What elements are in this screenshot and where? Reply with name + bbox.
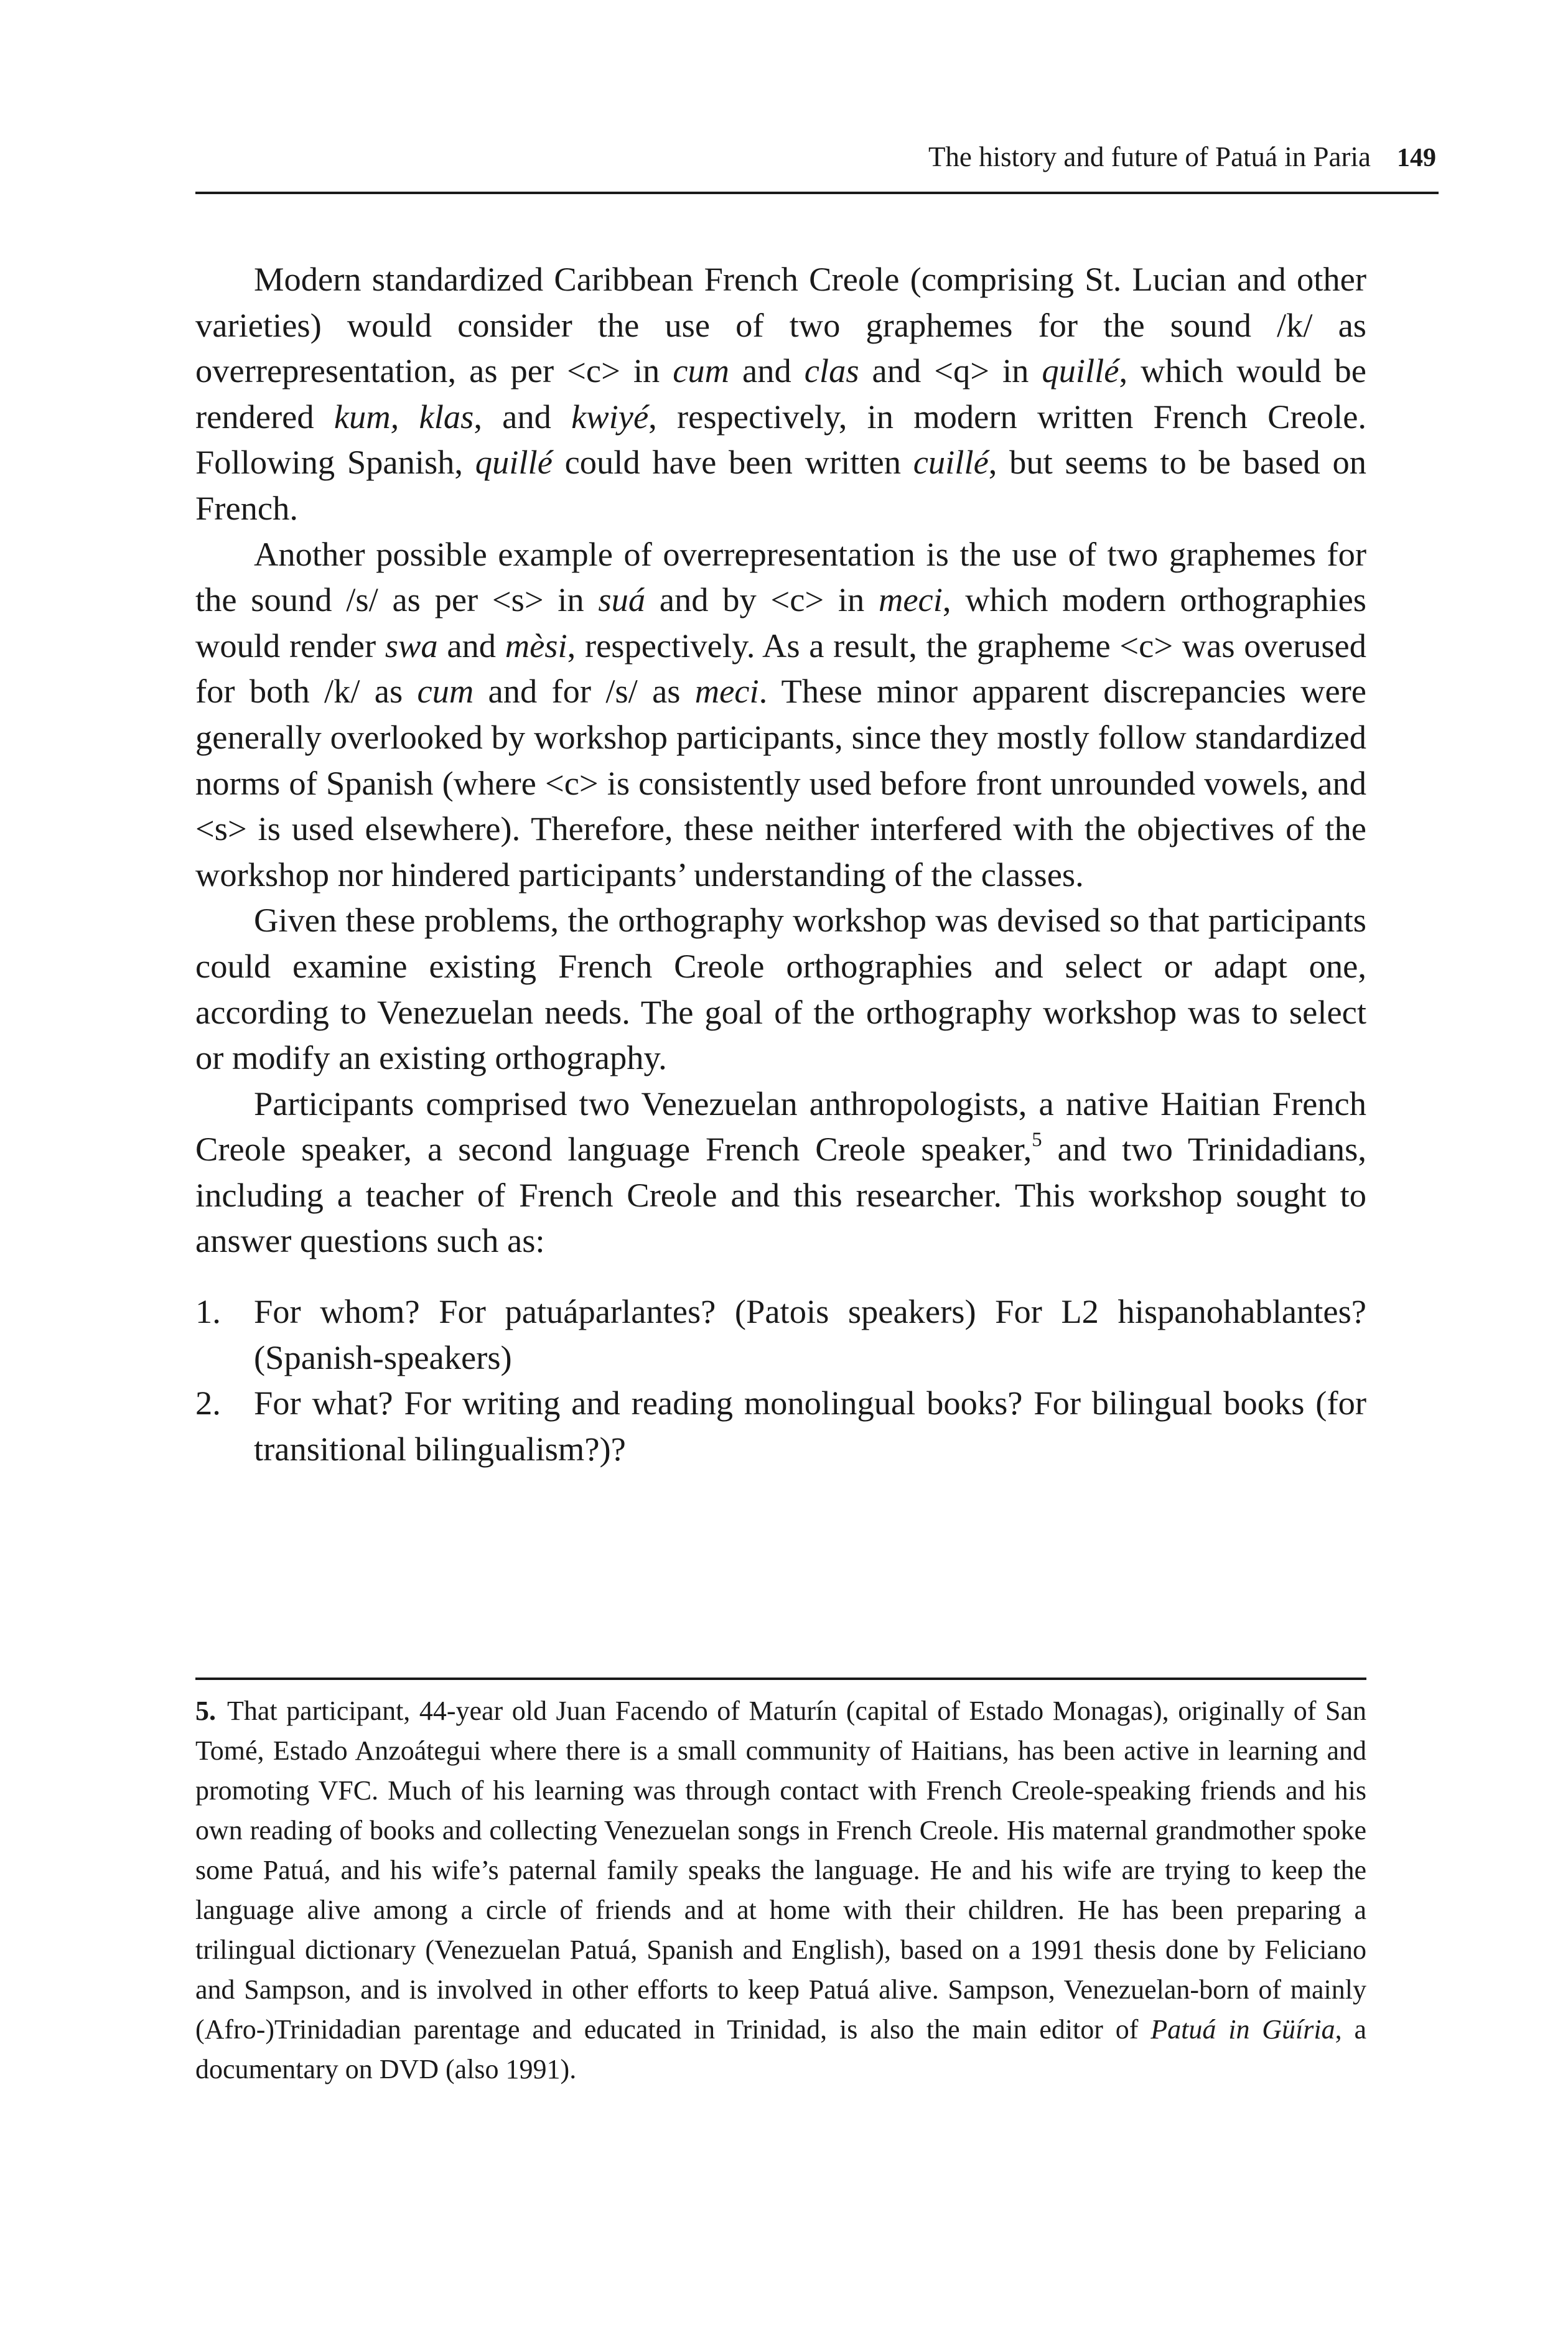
paragraph-3: Given these problems, the orthography workshop was devised so that participants could examine existing French Creole orthographies and select or adapt one, according to Venezuelan needs. The goal of the orthography workshop was to select or modify an existing orthography. bbox=[195, 901, 1366, 1077]
running-title: The history and future of Patuá in Paria bbox=[928, 141, 1371, 172]
page-number: 149 bbox=[1397, 144, 1436, 172]
question-text: For what? For writing and reading monolingual books? For bilingual books (for transitional bilingualism?)? bbox=[254, 1384, 1366, 1468]
question-item-2 bbox=[195, 1380, 1366, 1472]
running-header bbox=[195, 138, 1436, 175]
example-word: cum bbox=[417, 672, 474, 711]
header-rule bbox=[195, 192, 1439, 194]
example-word: meci bbox=[694, 672, 759, 711]
question-list bbox=[195, 1289, 1366, 1472]
paragraph-1: Modern standardized Caribbean French Creole (comprising St. Lucian and other varieties) would consider the use of two graphemes for the sound /k/ as overrepresentation, as per <c> in cum and clas and <q> in quillé, which would be rendered kum, klas, and kwiyé, respectively, in modern written French Creole. Following Spanish, quillé could have been written cuillé, but seems to be based on French. bbox=[195, 260, 1367, 527]
list-number: 1. bbox=[195, 1292, 221, 1331]
footnote-number: 5. bbox=[195, 1696, 216, 1726]
example-word: cum bbox=[673, 352, 730, 390]
list-number: 2. bbox=[195, 1384, 221, 1422]
example-word: kwiyé bbox=[571, 397, 649, 436]
main-body bbox=[195, 256, 1366, 1472]
paragraph-4: Participants comprised two Venezuelan anthropologists, a native Haitian French Creole speaker, a second language French Creole speaker,$^5$ and two Trinidadians, including a teacher of French Creole and this researcher. This workshop sought to answer questions such as: bbox=[195, 1084, 1366, 1260]
example-word: quillé bbox=[1042, 352, 1119, 390]
example-word: cuillé bbox=[913, 443, 989, 482]
example-word: meci bbox=[878, 581, 943, 619]
example-word: mèsi bbox=[505, 626, 567, 665]
example-word: kum, klas bbox=[334, 397, 474, 436]
example-word: swa bbox=[385, 626, 438, 665]
question-text: For whom? For patuáparlantes? (Patois speakers) For L2 hispanohablantes? (Spanish-speakers) bbox=[254, 1292, 1366, 1376]
footnote-rule bbox=[195, 1678, 1366, 1680]
documentary-title: Patuá in Güíria bbox=[1150, 2014, 1335, 2045]
question-item-1 bbox=[195, 1289, 1366, 1380]
example-word: quillé bbox=[475, 443, 553, 482]
footnote-reference-5[interactable]: 5 bbox=[1032, 1129, 1042, 1152]
footnote-5: 5. That participant, 44-year old Juan Facendo of Maturín (capital of Estado Monagas), originally of San Tomé, Estado Anzoátegui where there is a small community of Haitians, has been active in learning and promoting VFC. Much of his learning was through contact with French Creole-speaking friends and his own reading of books and collecting Venezuelan songs in French Creole. His maternal grandmother spoke some Patuá, and his wife’s paternal family speaks the language. He and his wife are trying to keep the language alive among a circle of friends and at home with their children. He has been preparing a trilingual dictionary (Venezuelan Patuá, Spanish and English), based on a 1991 thesis done by Feliciano and Sampson, and is involved in other efforts to keep Patuá alive. Sampson, Venezuelan-born of mainly (Afro-)Trinidadian parentage and educated in Trinidad, is also the main editor of Patuá in Güíria, a documentary on DVD (also 1991). bbox=[195, 1696, 1367, 2084]
paragraph-2: Another possible example of overrepresentation is the use of two graphemes for the sound /s/ as per <s> in suá and by <c> in meci, which modern orthographies would render swa and mèsi, respectively. As a result, the grapheme <c> was overused for both /k/ as cum and for /s/ as meci. These minor apparent discrepancies were generally overlooked by workshop participants, since they mostly follow standardized norms of Spanish (where <c> is consistently used before front unrounded vowels, and <s> is used elsewhere). Therefore, these neither interfered with the objectives of the workshop nor hindered participants’ understanding of the classes. bbox=[195, 534, 1366, 894]
example-word: suá bbox=[598, 581, 646, 619]
example-word: clas bbox=[804, 352, 859, 390]
footnotes bbox=[195, 1691, 1366, 2089]
